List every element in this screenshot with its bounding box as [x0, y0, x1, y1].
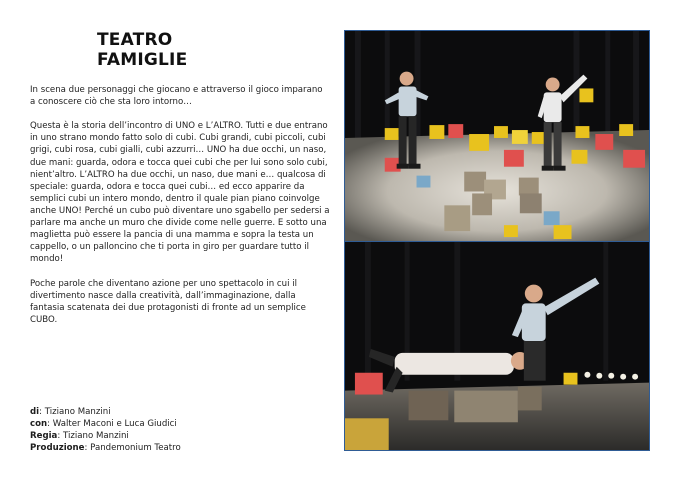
- credit-production: Produzione: Pandemonium Teatro: [30, 443, 181, 454]
- intro-paragraph: In scena due personaggi che giocano e attraverso il gioco imparano a conoscere ciò che sta loro intorno…: [30, 85, 323, 108]
- page-title: TEATRO FAMIGLIE: [97, 30, 188, 70]
- credits: [30, 406, 330, 454]
- description-text: [30, 84, 330, 338]
- stage-photo-bottom-image: [345, 242, 649, 450]
- credit-director: Regia: Tiziano Manzini: [30, 431, 129, 442]
- stage-photo-top-image: [345, 31, 649, 241]
- stage-photo-bottom: [344, 241, 650, 451]
- story-paragraph: Questa è la storia dell’incontro di UNO e L’ALTRO. Tutti e due entrano in uno strano mondo fatto solo di cubi. Cubi grandi, cubi piccoli, cubi grigi, cubi rosa, cubi gialli, cubi azzurri… UNO ha due occhi, un naso, due mani: guarda, odora e tocca quei cubi che per lui sono solo cubi, nient’altro. L’ALTRO ha due occhi, un naso, due mani e… qualcosa di speciale: guarda, odora e tocca quei cubi… ed ecco apparire da semplici cubi un intero mondo, dentro il quale pian piano coinvolge anche UNO! Perché un cubo può diventare uno sgabello per sedersi a parlare ma anche un muro che divide come nelle guerre. E sotto una maglietta può essere la pancia di una mamma e sopra la testa un cappello, o un palloncino che ti porta in giro per guardare tutto il mondo!: [30, 121, 330, 265]
- credit-cast: con: Walter Maconi e Luca Giudici: [30, 419, 177, 430]
- credit-author: di: Tiziano Manzini: [30, 407, 111, 417]
- closing-paragraph: Poche parole che diventano azione per uno spettacolo in cui il divertimento nasce dalla creatività, dall’immaginazione, dalla fantasia scatenata dei due protagonisti di fronte ad un semplice CUBO.: [30, 278, 306, 325]
- stage-photo-top: [344, 30, 650, 242]
